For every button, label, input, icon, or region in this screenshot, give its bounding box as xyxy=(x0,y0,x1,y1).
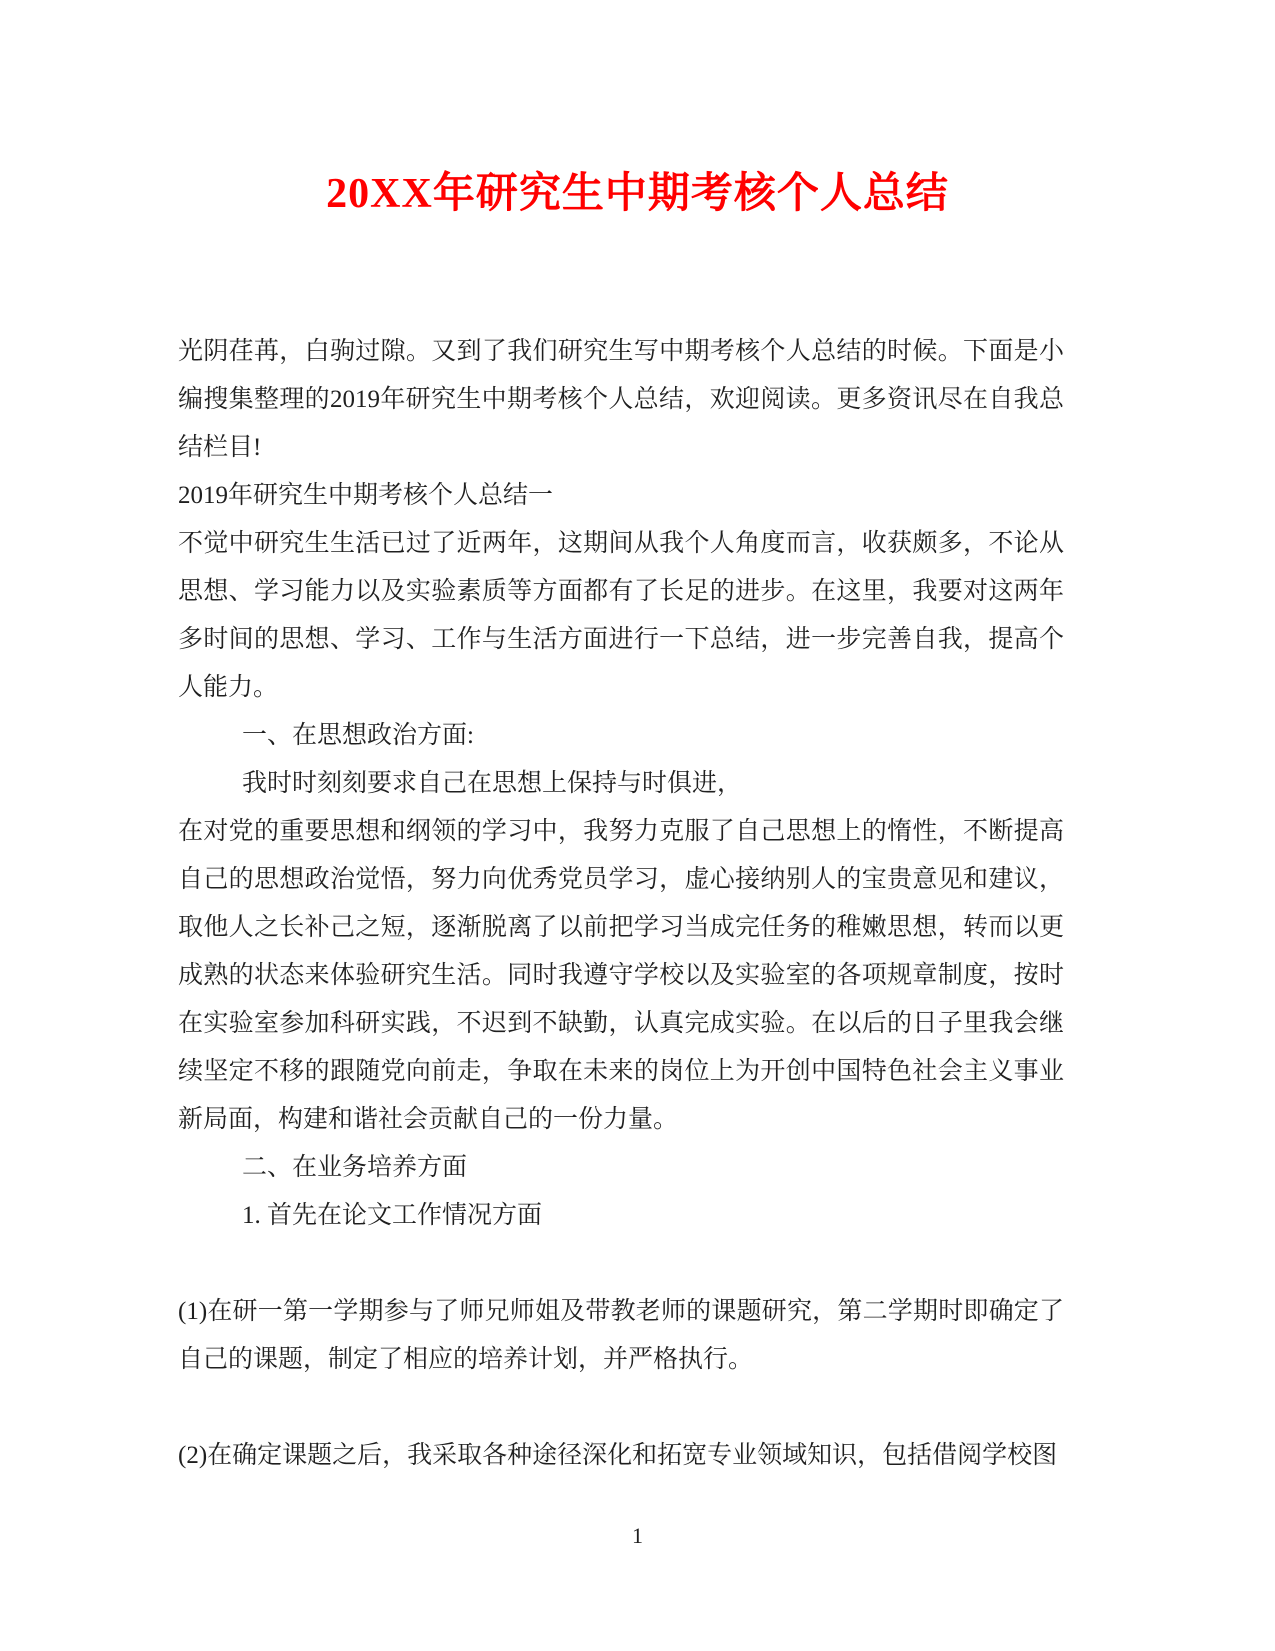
paragraph: 不觉中研究生生活已过了近两年，这期间从我个人角度而言，收获颇多，不论从思想、学习能力以及实验素质等方面都有了长足的进步。在这里，我要对这两年多时间的思想、学习、工作与生活方面进行一下总结，进一步完善自我，提高个人能力。 xyxy=(178,530,1064,701)
paragraph: 光阴荏苒，白驹过隙。又到了我们研究生写中期考核个人总结的时候。下面是小编搜集整理的2019年研究生中期考核个人总结，欢迎阅读。更多资讯尽在自我总结栏目! xyxy=(178,338,1064,461)
paragraph: 1. 首先在论文工作情况方面 xyxy=(242,1202,543,1229)
paragraph: (2)在确定课题之后，我采取各种途径深化和拓宽专业领域知识，包括借阅学校图 xyxy=(178,1442,1058,1469)
paragraph: 二、在业务培养方面 xyxy=(242,1154,468,1181)
document-title: 20XX年研究生中期考核个人总结 xyxy=(326,171,949,217)
paragraph: 我时时刻刻要求自己在思想上保持与时俱进， xyxy=(242,770,743,797)
document-body xyxy=(178,328,1064,1480)
paragraph: 一、在思想政治方面: xyxy=(242,722,474,749)
paragraph: 在对党的重要思想和纲领的学习中，我努力克服了自己思想上的惰性，不断提高自己的思想政治觉悟，努力向优秀党员学习，虚心接纳别人的宝贵意见和建议，取他人之长补己之短，逐渐脱离了以前把学习当成完任务的稚嫩思想，转而以更成熟的状态来体验研究生活。同时我遵守学校以及实验室的各项规章制度，按时在实验室参加科研实践，不迟到不缺勤，认真完成实验。在以后的日子里我会继续坚定不移的跟随党向前走，争取在未来的岗位上为开创中国特色社会主义事业新局面，构建和谐社会贡献自己的一份力量。 xyxy=(178,818,1064,1133)
paragraph: 2019年研究生中期考核个人总结一 xyxy=(178,482,554,509)
paragraph: (1)在研一第一学期参与了师兄师姐及带教老师的课题研究，第二学期时即确定了自己的课题，制定了相应的培养计划，并严格执行。 xyxy=(178,1298,1064,1373)
page-number: 1 xyxy=(632,1523,643,1548)
